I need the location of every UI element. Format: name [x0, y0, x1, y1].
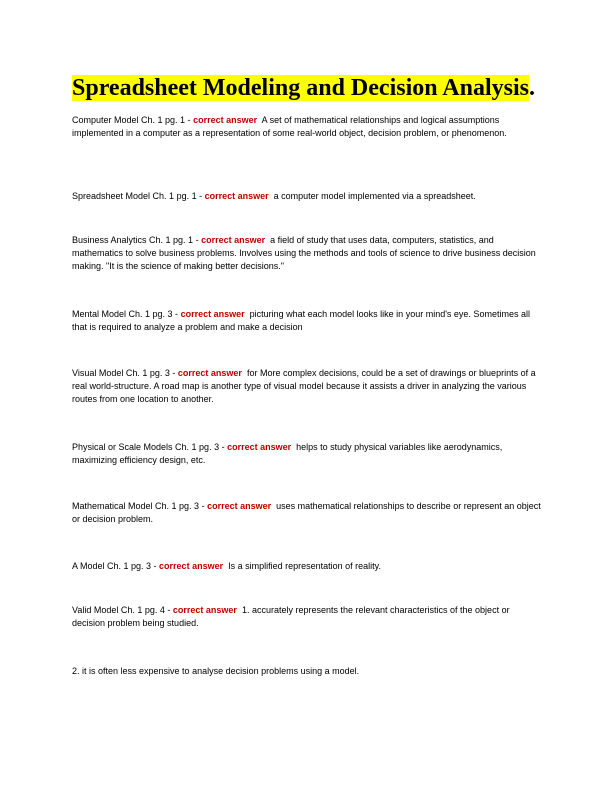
correct-answer-label: correct answer — [201, 235, 266, 245]
entry-term: Spreadsheet Model Ch. 1 pg. 1 - — [72, 191, 205, 201]
entry-definition: uses mathematical relationships to describe or represent an object or decision problem. — [72, 501, 541, 524]
correct-answer-label: correct answer — [204, 191, 269, 201]
entry — [72, 190, 542, 203]
entry-term: Visual Model Ch. 1 pg. 3 - — [72, 368, 178, 378]
entry-definition: picturing what each model looks like in your mind's eye. Sometimes all that is required to analyze a problem and make a decision — [72, 309, 530, 332]
correct-answer-label: correct answer — [180, 309, 245, 319]
standalone-note: 2. it is often less expensive to analyse decision problems using a model. — [72, 666, 360, 676]
entry — [72, 441, 542, 467]
entry — [72, 560, 542, 573]
entry-term: Valid Model Ch. 1 pg. 4 - — [72, 605, 173, 615]
correct-answer-label: correct answer — [177, 368, 242, 378]
document-title — [72, 72, 542, 104]
entry-term: Mental Model Ch. 1 pg. 3 - — [72, 309, 181, 319]
correct-answer-label: correct answer — [207, 501, 272, 511]
entry — [72, 367, 542, 406]
entry — [72, 114, 542, 140]
correct-answer-label: correct answer — [172, 605, 237, 615]
entry-term: Mathematical Model Ch. 1 pg. 3 - — [72, 501, 208, 511]
correct-answer-label: correct answer — [227, 442, 292, 452]
entry-definition: Is a simplified representation of reality. — [223, 561, 381, 571]
entry — [72, 500, 542, 526]
entry-term: Physical or Scale Models Ch. 1 pg. 3 - — [72, 442, 228, 452]
entry — [72, 234, 542, 273]
correct-answer-label: correct answer — [159, 561, 224, 571]
title-highlight: Spreadsheet Modeling and Decision Analysis — [72, 75, 529, 101]
entry-definition: a computer model implemented via a spreadsheet. — [268, 191, 476, 201]
entry-definition: 1. accurately represents the relevant characteristics of the object or decision problem being studied. — [72, 605, 510, 628]
entry — [72, 604, 542, 630]
entry-definition: a field of study that uses data, computers, statistics, and mathematics to solve business problems. Involves using the methods and tools of science to drive business decision making. "It is the science of making better decisions." — [72, 235, 536, 271]
document-page — [72, 72, 542, 104]
entry-term: Computer Model Ch. 1 pg. 1 - — [72, 115, 194, 125]
correct-answer-label: correct answer — [193, 115, 258, 125]
entry — [72, 308, 542, 334]
entry-definition: for More complex decisions, could be a set of drawings or blueprints of a real world-structure. A road map is another type of visual model because it assists a driver in analyzing the various routes from one location to another. — [72, 368, 536, 404]
title-period: . — [528, 75, 535, 101]
entry-term: Business Analytics Ch. 1 pg. 1 - — [72, 235, 202, 245]
entry-definition: helps to study physical variables like aerodynamics, maximizing efficiency design, etc. — [72, 442, 503, 465]
entry-term: A Model Ch. 1 pg. 3 - — [72, 561, 160, 571]
entry-definition: A set of mathematical relationships and logical assumptions implemented in a computer as a representation of some real-world object, decision problem, or phenomenon. — [72, 115, 507, 138]
